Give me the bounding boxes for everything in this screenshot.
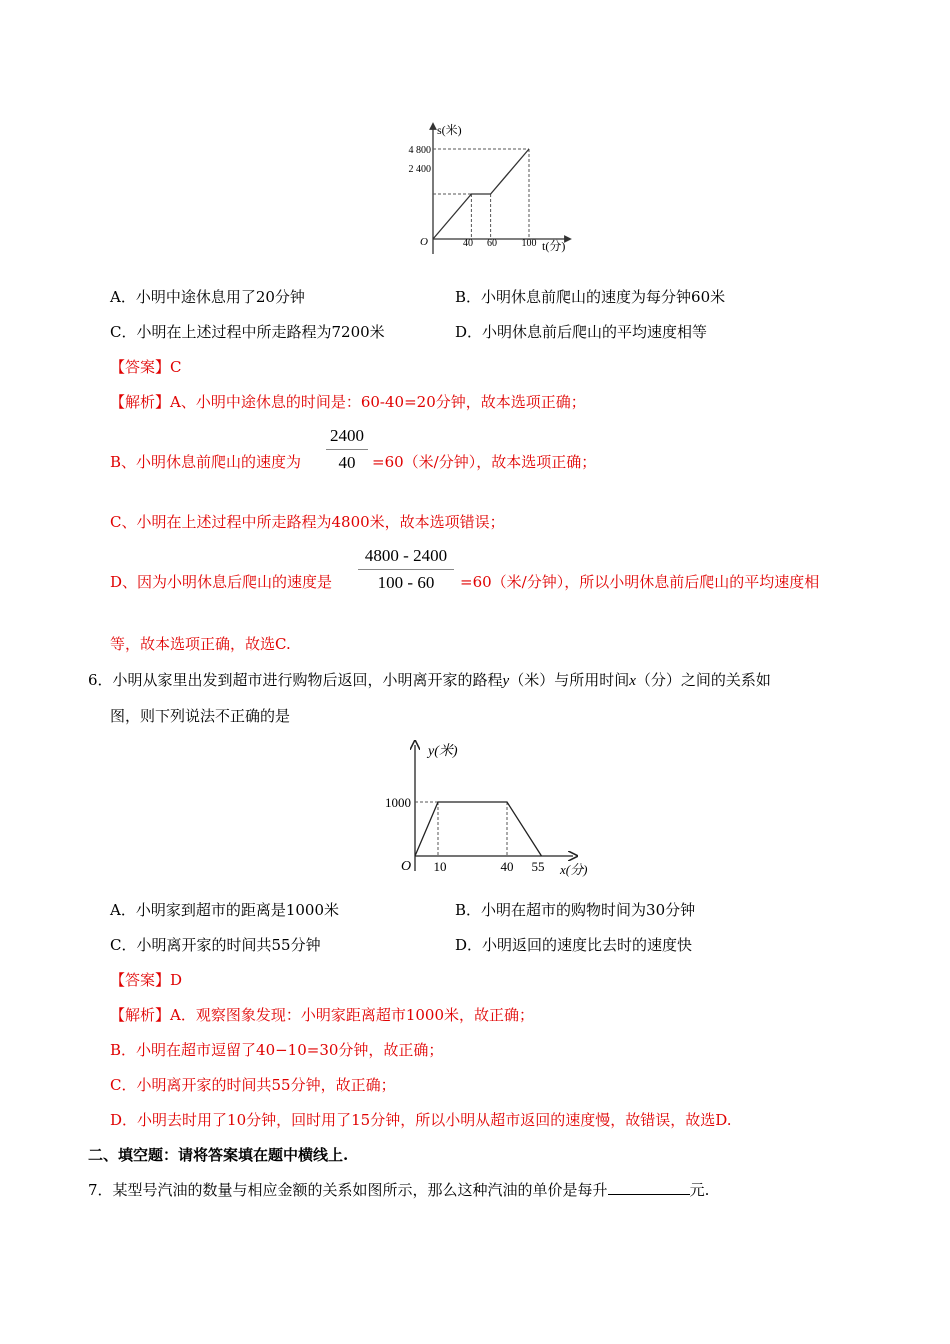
x-tick-40: 40 [463,238,473,249]
answer-blank[interactable] [608,1180,690,1195]
y-tick-1000: 1000 [385,795,411,810]
q5-option-c: C．小明在上述过程中所走路程为7200米 [110,323,385,341]
fraction-numerator: 4800 - 2400 [364,546,448,565]
q6-option-a: A．小明家到超市的距离是1000米 [110,901,340,919]
q6-stem-line1 [88,670,771,691]
x-axis-label: x(分) [560,862,588,877]
var-x: x [629,673,636,689]
q5-analysis-d-cont: 等，故本选项正确，故选C. [110,635,291,653]
var-y: y [502,673,510,689]
q5-analysis-b-pre: B、小明休息前爬山的速度为 [110,453,302,471]
q5-analysis-d-pre: D、因为小明休息后爬山的速度是 [110,573,333,591]
q5-analysis-c: C、小明在上述过程中所走路程为4800米，故本选项错误； [110,513,505,531]
distance-time-chart-2 [370,735,610,883]
q5-option-a: A．小明中途休息用了20分钟 [110,288,305,306]
y-tick-4800: 4 800 [408,145,431,156]
q6-stem-line2: 图，则下列说法不正确的是 [110,707,291,725]
fraction-numerator: 2400 [330,426,364,445]
q6-analysis-b: B．小明在超市逗留了40−10=30分钟，故正确； [110,1041,444,1059]
x-tick-10: 10 [433,859,447,874]
q6-answer: 【答案】D [110,971,183,989]
x-tick-100: 100 [521,238,537,249]
q7-unit: 元. [689,1181,710,1199]
x-tick-55: 55 [531,859,545,874]
q5-analysis-a: 【解析】A、小明中途休息的时间是：60-40=20分钟，故本选项正确； [110,393,586,411]
q5-option-b: B．小明休息前爬山的速度为每分钟60米 [455,288,726,306]
trip-line [415,802,542,856]
distance-line [433,149,529,239]
q7-stem-line [88,1180,709,1200]
distance-time-chart-1 [390,118,590,258]
q5-analysis-b-post: =60（米/分钟），故本选项正确； [372,453,597,471]
q6-stem-part1: 6．小明从家里出发到超市进行购物后返回，小明离开家的路程 [88,671,503,689]
fraction-denominator: 40 [338,453,356,472]
origin-label: O [420,236,428,248]
q6-stem-part2: （米）与所用时间 [509,671,630,689]
q6-option-c: C．小明离开家的时间共55分钟 [110,936,321,954]
q5-option-d: D．小明休息前后爬山的平均速度相等 [455,323,708,341]
q6-analysis-c: C．小明离开家的时间共55分钟，故正确； [110,1076,396,1094]
origin-label: O [401,859,412,874]
y-axis-label: y(米) [428,744,458,759]
y-axis-label: s(米) [437,123,462,137]
q5-fraction-b [326,425,368,474]
q6-option-b: B．小明在超市的购物时间为30分钟 [455,901,696,919]
q6-option-d: D．小明返回的速度比去时的速度快 [455,936,693,954]
y-tick-2400: 2 400 [408,164,431,175]
q6-analysis-a: 【解析】A．观察图象发现：小明家距离超市1000米，故正确； [110,1006,535,1024]
q7-stem: 7．某型号汽油的数量与相应金额的关系如图所示，那么这种汽油的单价是每升 [88,1181,608,1199]
section-heading: 二、填空题：请将答案填在题中横线上. [88,1146,349,1164]
x-axis-label: t(分) [542,239,566,253]
q5-analysis-d-post: =60（米/分钟），所以小明休息前后爬山的平均速度相 [460,573,820,591]
fraction-denominator: 100 - 60 [377,573,435,592]
q6-analysis-d: D．小明去时用了10分钟，回时用了15分钟，所以小明从超市返回的速度慢，故错误，故选D. [110,1111,732,1129]
q5-fraction-d [358,545,454,594]
q6-stem-part3: （分）之间的关系如 [635,671,771,689]
q5-answer: 【答案】C [110,358,182,376]
x-tick-60: 60 [487,238,497,249]
x-tick-40: 40 [500,859,514,874]
